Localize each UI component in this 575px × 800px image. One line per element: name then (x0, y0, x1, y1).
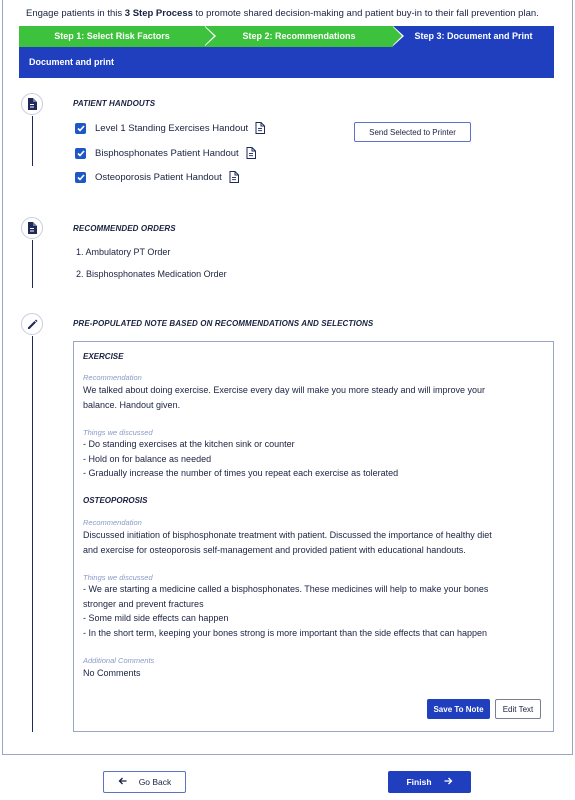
comments-label: Additional Comments (83, 656, 155, 665)
send-to-printer-button[interactable]: Send Selected to Printer (354, 122, 471, 142)
comments-text: No Comments (83, 668, 141, 678)
recommended-orders-title: RECOMMENDED ORDERS (73, 224, 176, 233)
step-progress-bar (19, 26, 554, 78)
note-text-line: - Some mild side effects can happen (83, 613, 229, 623)
handout-item[interactable] (75, 146, 256, 160)
pencil-icon (21, 313, 43, 335)
handout-label: Osteoporosis Patient Handout (95, 171, 222, 183)
note-text-line: - Hold on for balance as needed (83, 454, 212, 464)
checkbox-checked[interactable] (75, 148, 86, 159)
note-text-line: balance. Handout given. (83, 400, 181, 410)
finish-label: Finish (406, 777, 432, 787)
note-text-line: We talked about doing exercise. Exercise every day will make you more steady and will improve your (83, 385, 486, 395)
arrow-right-icon (444, 777, 453, 787)
handout-document-icon[interactable] (246, 147, 256, 159)
order-item: 1. Ambulatory PT Order (76, 247, 171, 257)
note-text-line: - Gradually increase the number of times you repeat each exercise as tolerated (83, 468, 399, 478)
handout-label: Bisphosphonates Patient Handout (95, 147, 239, 159)
go-back-label: Go Back (138, 777, 172, 787)
step-separator-chevron (204, 26, 214, 46)
go-back-button[interactable] (103, 771, 186, 793)
note-text-line: Discussed initiation of bisphosphonate treatment with patient. Discussed the importance of healthy diet (83, 530, 492, 540)
recommendation-label: Recommendation (83, 373, 142, 382)
intro-text: Engage patients in this 3 Step Process to promote shared decision-making and patient buy-in to their fall prevention plan. (26, 8, 539, 19)
handout-document-icon[interactable] (255, 122, 265, 134)
step-subtitle: Document and print (29, 57, 114, 67)
note-text-line: - Do standing exercises at the kitchen sink or counter (83, 439, 295, 449)
exercise-heading: EXERCISE (83, 352, 124, 361)
note-text-line: and exercise for osteoporosis self-management and provided patient with educational handouts. (83, 545, 466, 555)
step-3-tab[interactable]: Step 3: Document and Print (414, 31, 533, 41)
note-text-line: - In the short term, keeping your bones strong is more important than the side effects that can happen (83, 628, 488, 638)
recommendation-label: Recommendation (83, 518, 142, 527)
handout-item[interactable] (75, 170, 239, 184)
arrow-left-icon (118, 777, 127, 787)
note-text-box (73, 341, 554, 732)
note-text-line: stronger and prevent fractures (83, 599, 204, 609)
checkbox-checked[interactable] (75, 172, 86, 183)
step-separator-chevron (392, 26, 402, 46)
document-icon (21, 93, 43, 115)
edit-text-button[interactable]: Edit Text (495, 699, 541, 719)
save-to-note-button[interactable]: Save To Note (427, 699, 490, 719)
discussed-label: Things we discussed (83, 573, 153, 582)
document-icon (21, 217, 43, 239)
step-1-tab[interactable]: Step 1: Select Risk Factors (19, 26, 205, 47)
step-2-tab[interactable]: Step 2: Recommendations (205, 26, 393, 47)
order-item: 2. Bisphosphonates Medication Order (76, 269, 227, 279)
discussed-label: Things we discussed (83, 428, 153, 437)
timeline-connector (32, 116, 33, 166)
timeline-connector (32, 336, 33, 732)
handout-item[interactable] (75, 121, 265, 135)
handout-document-icon[interactable] (229, 171, 239, 183)
patient-handouts-title: PATIENT HANDOUTS (73, 99, 156, 108)
checkbox-checked[interactable] (75, 123, 86, 134)
finish-button[interactable] (388, 771, 471, 793)
osteoporosis-heading: OSTEOPOROSIS (83, 496, 148, 505)
timeline-connector (32, 240, 33, 288)
note-text-line: - We are starting a medicine called a bisphosphonates. These medicines will help to make your bones (83, 584, 489, 594)
note-section-title: PRE-POPULATED NOTE BASED ON RECOMMENDATIONS AND SELECTIONS (73, 319, 374, 328)
handout-label: Level 1 Standing Exercises Handout (95, 122, 249, 134)
